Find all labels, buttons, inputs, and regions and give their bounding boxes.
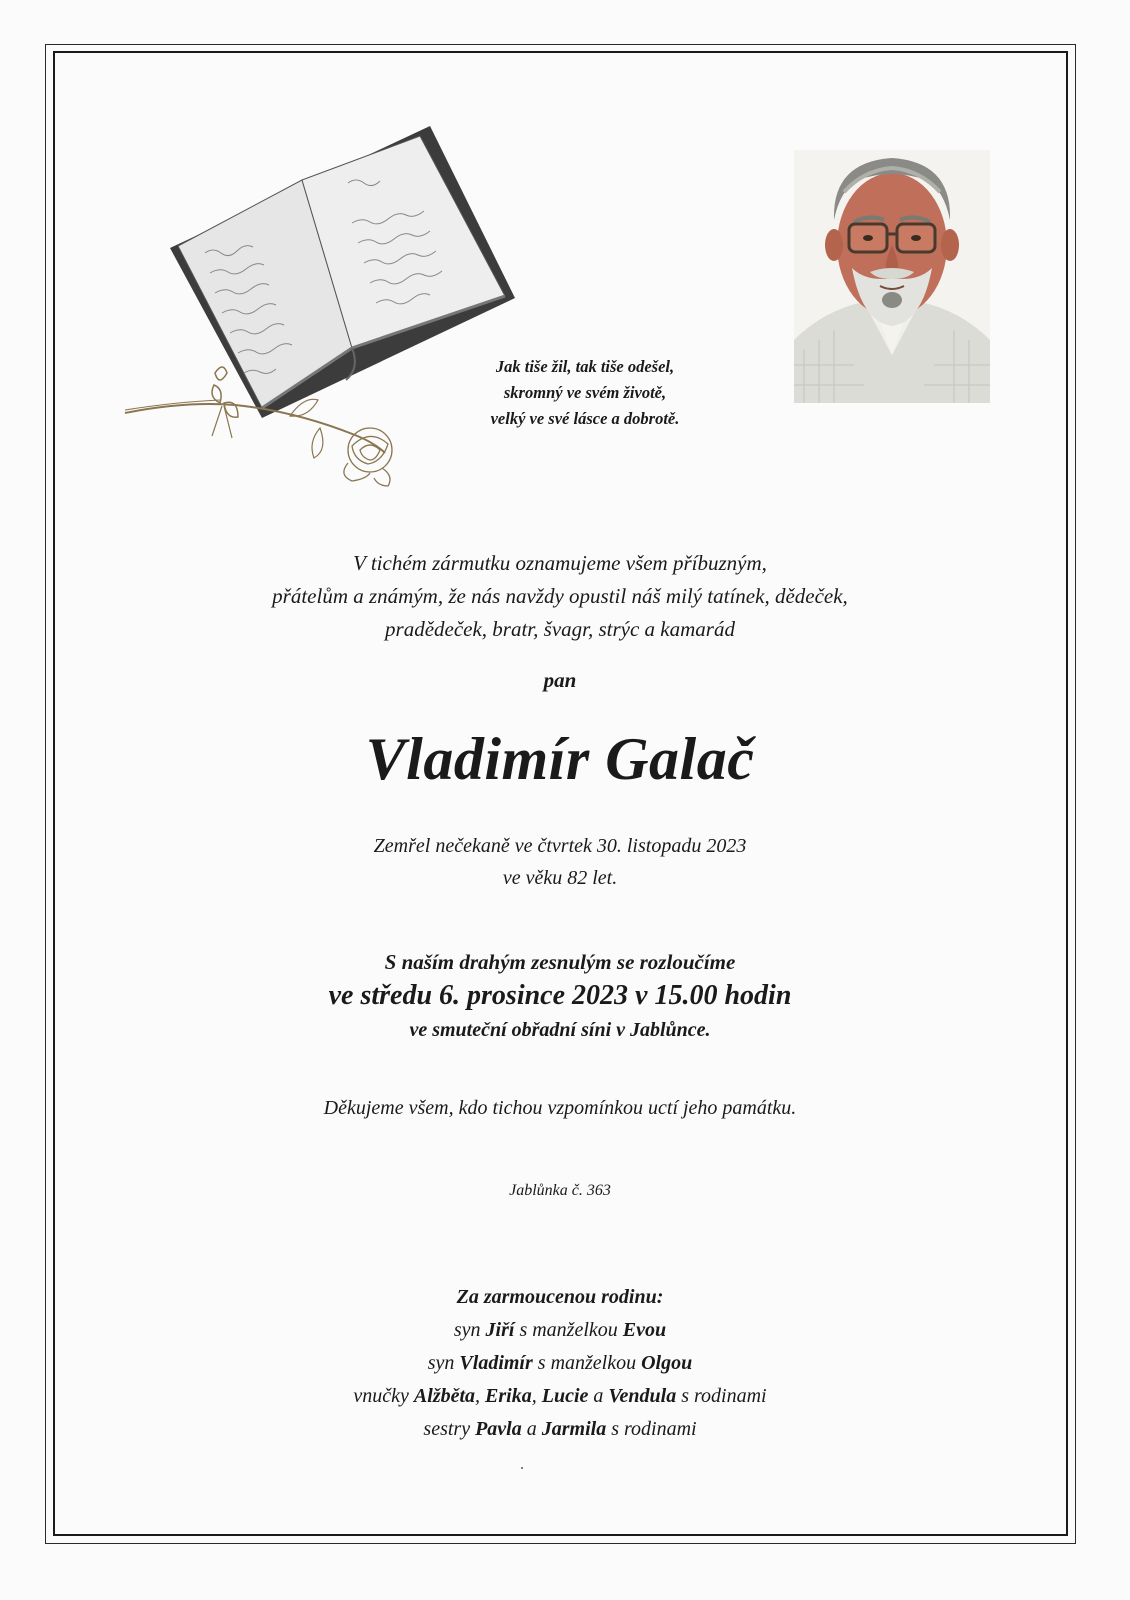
relation: s rodinami [606, 1418, 697, 1440]
family-line [60, 1347, 1060, 1380]
thanks-text: Děkujeme všem, kdo tichou vzpomínkou uctí jeho památku. [323, 1097, 797, 1119]
death-line: ve věku 82 let. [502, 867, 618, 889]
epitaph-line: velký ve své lásce a dobrotě. [490, 409, 680, 428]
relation: s manželkou [514, 1319, 623, 1341]
family-heading: Za zarmoucenou rodinu: [456, 1286, 664, 1308]
relation: syn [427, 1352, 460, 1374]
family-line [60, 1413, 1060, 1446]
family-member-name: Evou [622, 1319, 667, 1341]
relation: s manželkou [532, 1352, 642, 1374]
epitaph [440, 354, 730, 432]
relation: sestry [423, 1418, 476, 1440]
family-line [60, 1314, 1060, 1347]
relation: s rodinami [676, 1385, 767, 1407]
family-line [60, 1380, 1060, 1413]
family-member-name: Pavla [475, 1418, 522, 1440]
family-member-name: Jiří [485, 1319, 515, 1341]
family-member-name: Erika [485, 1385, 532, 1407]
portrait-icon [794, 150, 990, 403]
family-member-name: Alžběta [413, 1385, 476, 1407]
family-member-name: Olgou [641, 1352, 693, 1374]
relation: vnučky [353, 1385, 414, 1407]
death-line: Zemřel nečekaně ve čtvrtek 30. listopadu 2023 [373, 835, 747, 857]
title-word: pan [543, 668, 577, 692]
farewell-place: ve smuteční obřadní síni v Jablůnce. [409, 1019, 711, 1041]
intro-line: přátelům a známým, že nás navždy opustil náš milý tatínek, dědeček, [272, 584, 848, 608]
family-member-name: Vendula [608, 1385, 677, 1407]
epitaph-line: skromný ve svém životě, [503, 383, 667, 402]
farewell-date-time: ve středu 6. prosince 2023 v 15.00 hodin [328, 980, 792, 1011]
address: Jablůnka č. 363 [509, 1182, 611, 1199]
intro-line: pradědeček, bratr, švagr, strýc a kamarád [385, 617, 735, 641]
family-member-name: Vladimír [459, 1352, 533, 1374]
epitaph-line: Jak tiše žil, tak tiše odešel, [495, 357, 675, 376]
family-signature [60, 1281, 1060, 1446]
separator: a [588, 1385, 609, 1407]
death-info [60, 830, 1060, 894]
book-and-rose-illustration [120, 118, 530, 488]
farewell-line-1: S naším drahým zesnulým se rozloučíme [384, 950, 736, 974]
intro-line: V tichém zármutku oznamujeme všem příbuzným, [353, 551, 767, 575]
deceased-name: Vladimír Galač [365, 726, 755, 792]
separator: , [475, 1385, 486, 1407]
portrait-photo [794, 150, 990, 403]
stray-dot [521, 1467, 523, 1469]
family-member-name: Lucie [541, 1385, 589, 1407]
separator: , [531, 1385, 542, 1407]
announcement-intro [60, 547, 1060, 646]
family-member-name: Jarmila [541, 1418, 607, 1440]
farewell-info [60, 946, 1060, 1046]
relation: syn [453, 1319, 486, 1341]
separator: a [521, 1418, 542, 1440]
